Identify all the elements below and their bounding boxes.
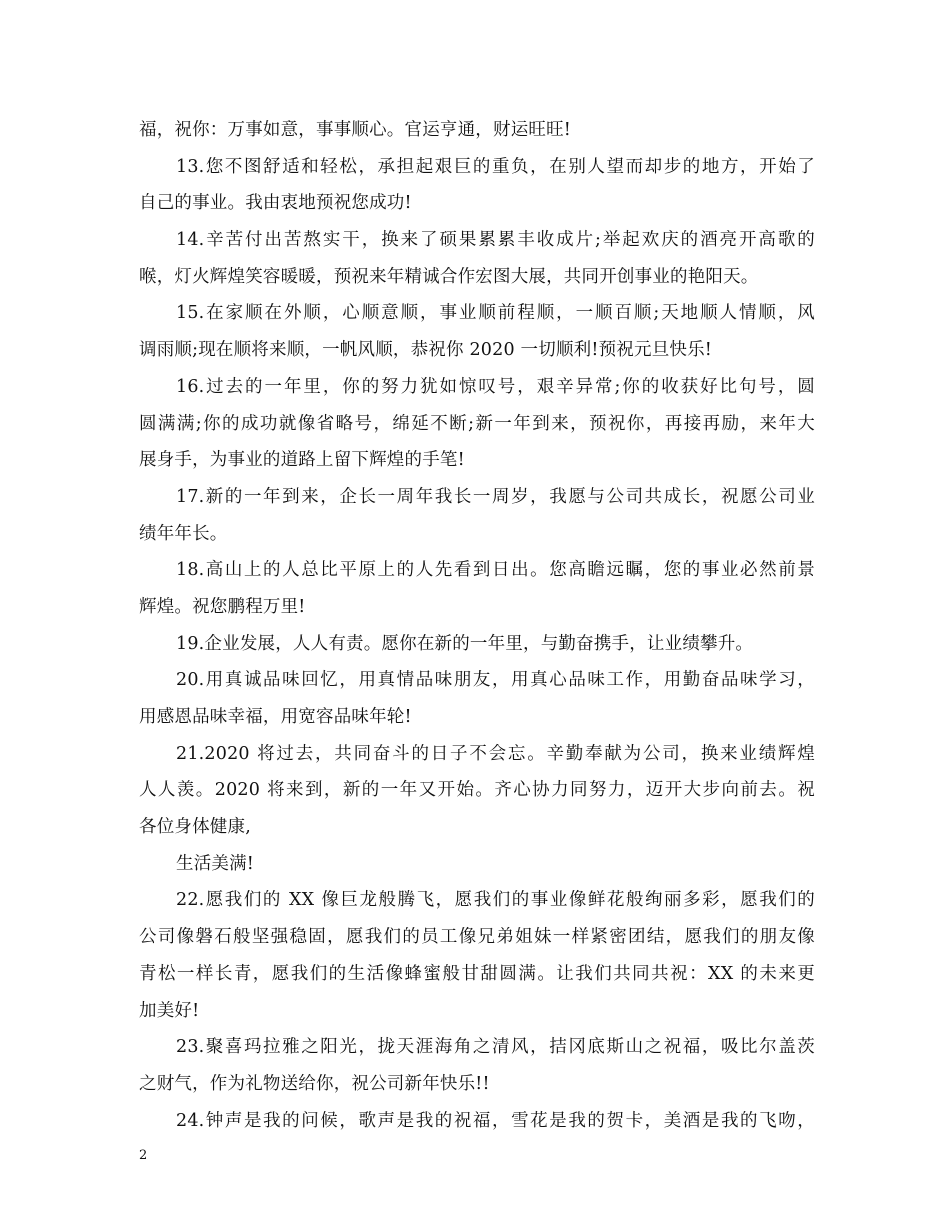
document-body [139, 112, 815, 1139]
text-line: 调雨顺;现在顺将来顺，一帆风顺，恭祝你 2020 一切顺利!预祝元旦快乐! [139, 340, 713, 361]
text-line: 22.愿我们的 XX 像巨龙般腾飞，愿我们的事业像鲜花般绚丽多彩，愿我们的 [176, 890, 815, 911]
text-line: 23.聚喜玛拉雅之阳光，拢天涯海角之清风，拮冈底斯山之祝福，吸比尔盖茨 [176, 1037, 815, 1058]
text-line: 19.企业发展，人人有责。愿你在新的一年里，与勤奋携手，让业绩攀升。 [176, 633, 754, 654]
text-line: 喉，灯火辉煌笑容暖暖，预祝来年精诚合作宏图大展，共同开创事业的艳阳天。 [139, 266, 759, 287]
text-line: 辉煌。祝您鹏程万里! [139, 596, 306, 617]
text-line: 生活美满! [176, 853, 255, 874]
text-line: 圆满满;你的成功就像省略号，绵延不断;新一年到来，预祝你，再接再励，来年大 [139, 413, 815, 434]
text-line: 14.辛苦付出苦熬实干，换来了硕果累累丰收成片;举起欢庆的酒亮开高歌的 [176, 230, 815, 251]
text-line: 青松一样长青，愿我们的生活像蜂蜜般甘甜圆满。让我们共同共祝：XX 的未来更 [139, 963, 815, 984]
text-line: 18.高山上的人总比平原上的人先看到日出。您高瞻远瞩，您的事业必然前景 [176, 560, 815, 581]
text-line: 之财气，作为礼物送给你，祝公司新年快乐!! [139, 1073, 490, 1094]
text-line: 16.过去的一年里，你的努力犹如惊叹号，艰辛异常;你的收获好比句号，圆 [176, 376, 815, 397]
text-line: 17.新的一年到来，企长一周年我长一周岁，我愿与公司共成长，祝愿公司业 [176, 486, 815, 507]
text-line: 绩年年长。 [139, 523, 228, 544]
text-line: 20.用真诚品味回忆，用真情品味朋友，用真心品味工作，用勤奋品味学习， [176, 670, 815, 691]
text-line: 13.您不图舒适和轻松，承担起艰巨的重负，在别人望而却步的地方，开始了 [176, 156, 815, 177]
text-line: 用感恩品味幸福，用宽容品味年轮! [139, 707, 412, 727]
text-line: 加美好! [139, 1000, 200, 1021]
text-line: 人人羡。2020 将来到，新的一年又开始。齐心协力同努力，迈开大步向前去。祝 [139, 780, 815, 801]
text-line: 公司像磐石般坚强稳固，愿我们的员工像兄弟姐妹一样紧密团结，愿我们的朋友像 [139, 927, 815, 948]
text-line: 24.钟声是我的问候，歌声是我的祝福，雪花是我的贺卡，美酒是我的飞吻， [176, 1110, 815, 1131]
text-line: 展身手，为事业的道路上留下辉煌的手笔! [139, 450, 465, 471]
text-line: 15.在家顺在外顺，心顺意顺，事业顺前程顺，一顺百顺;天地顺人情顺，风 [176, 303, 815, 324]
text-line: 福，祝你：万事如意，事事顺心。官运亨通，财运旺旺! [139, 120, 572, 140]
text-line: 21.2020 将过去，共同奋斗的日子不会忘。辛勤奉献为公司，换来业绩辉煌 [176, 743, 815, 764]
text-line: 各位身体健康, [139, 817, 251, 838]
page-number: 2 [139, 1148, 148, 1163]
text-line: 自己的事业。我由衷地预祝您成功! [139, 193, 412, 214]
